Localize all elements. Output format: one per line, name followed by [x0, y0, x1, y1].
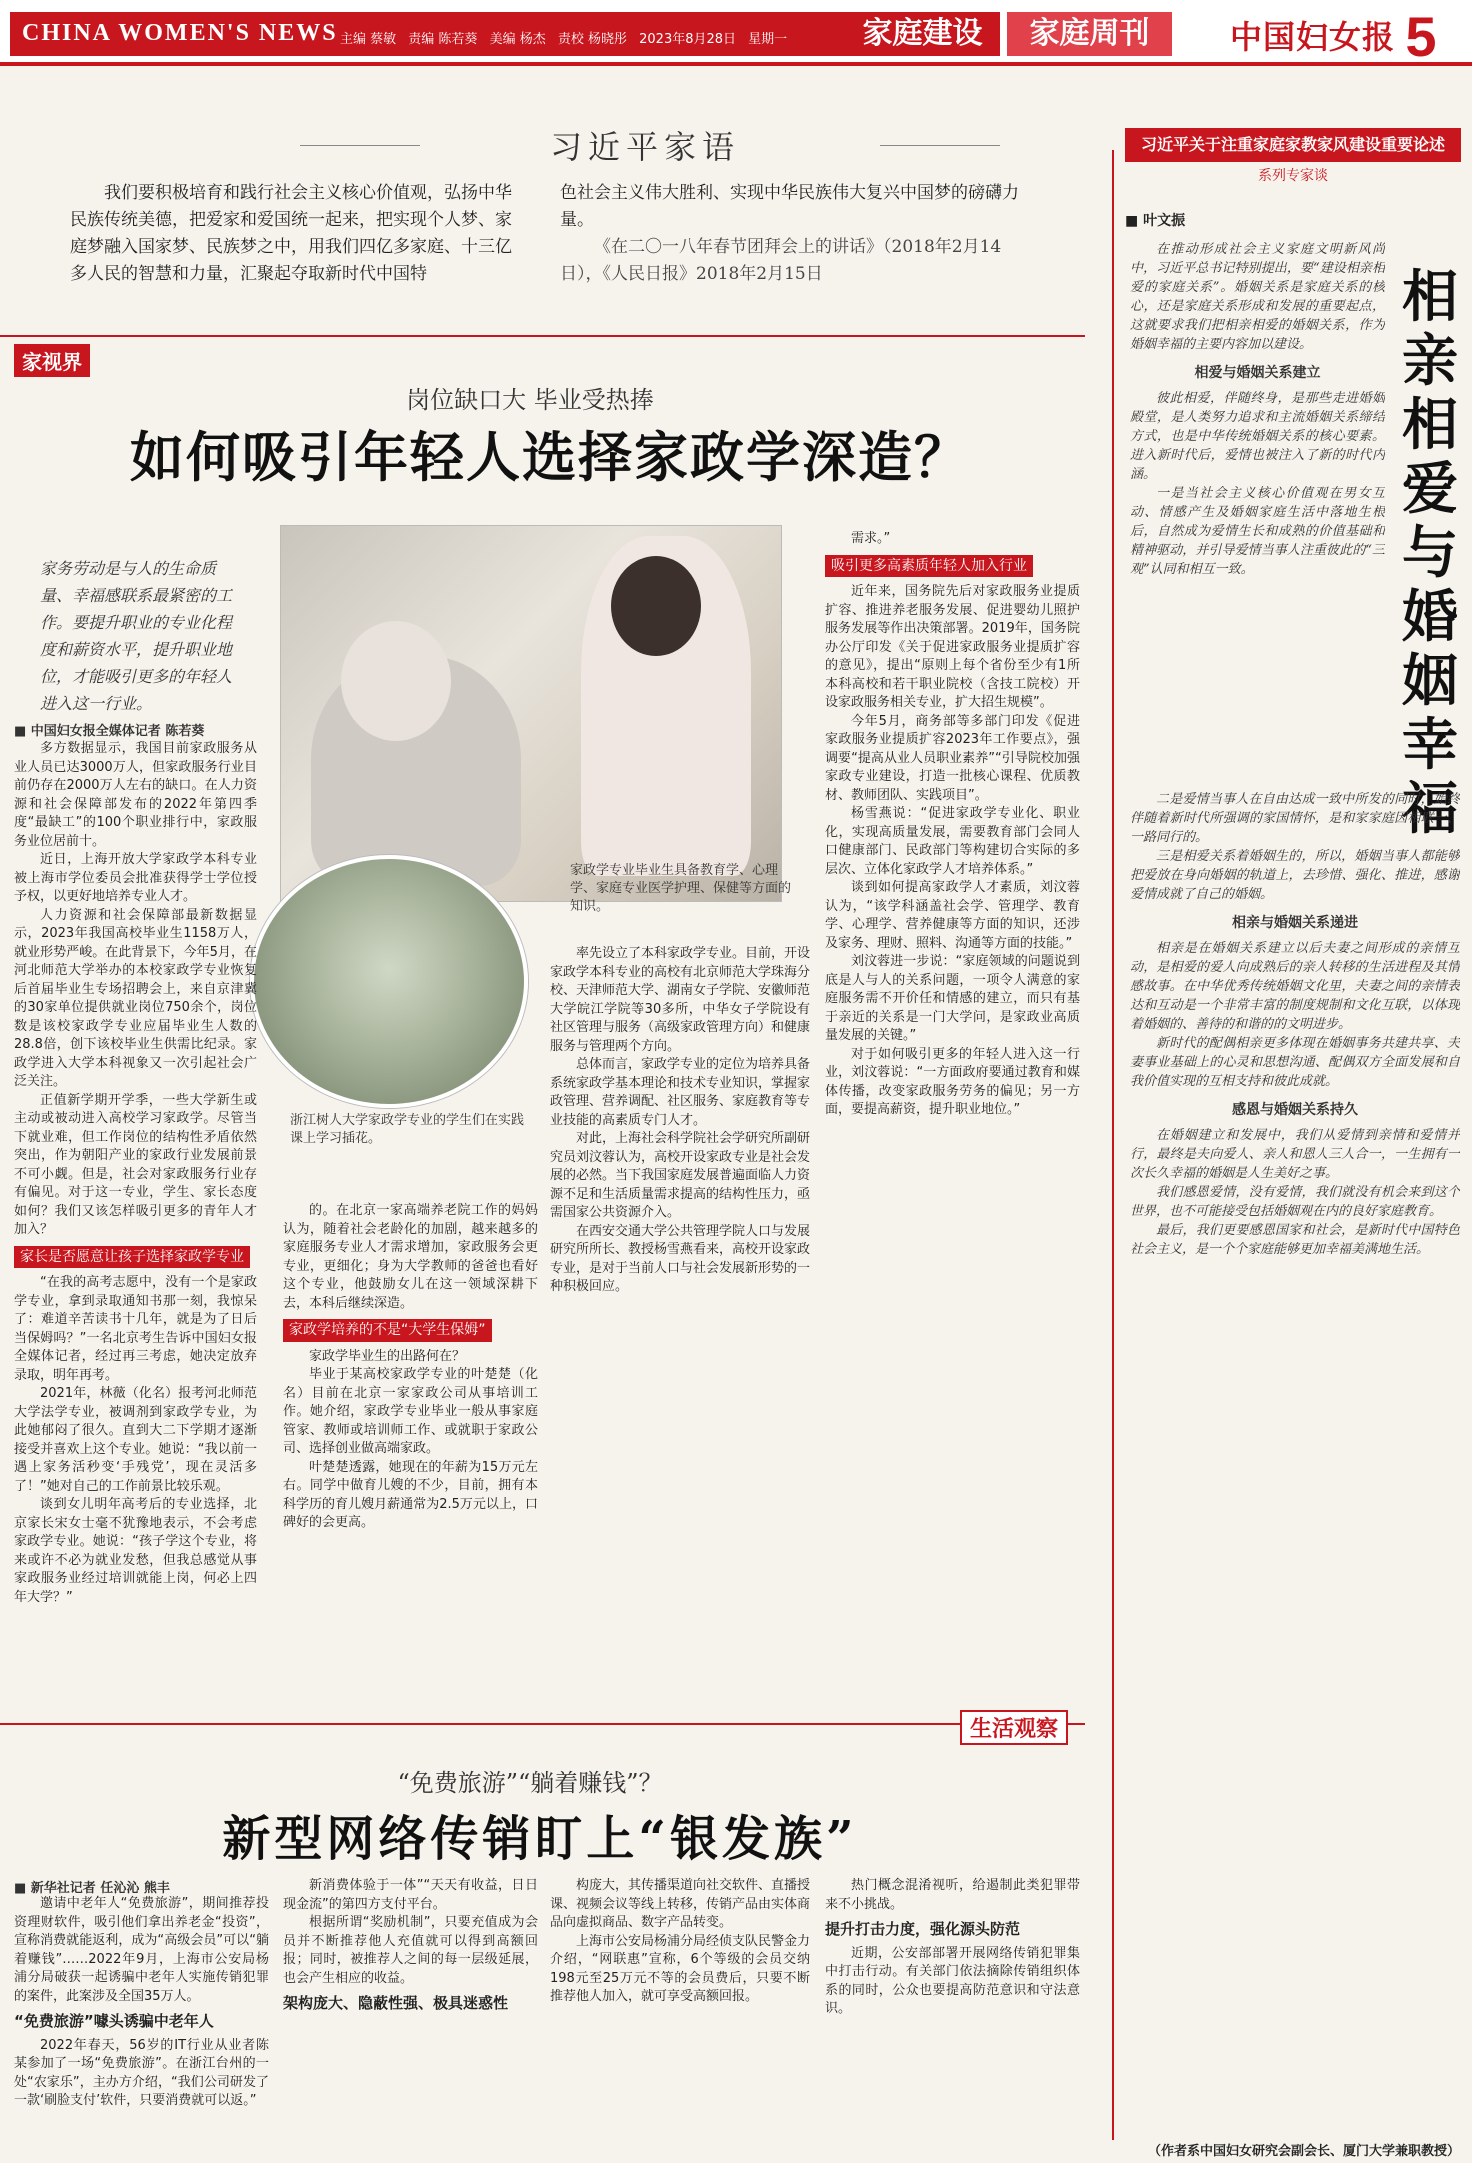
paragraph: 的。在北京一家高端养老院工作的妈妈认为，随着社会老龄化的加剧，越来越多的家庭服务专业人才需求增加，家政服务会更专业，更细化；身为大学教师的爸爸也看好这个专业，他鼓励女儿在这一领域深耕下去，本科后继续深造。 [283, 1203, 538, 1311]
photo-figure-caregiver-head [611, 556, 701, 656]
quote-text-right-wrap [560, 180, 1020, 288]
sidebar-subhead-kinship: 相亲与婚姻关系递进 [1232, 915, 1358, 931]
paragraph: 谈到女儿明年高考后的专业选择，北京家长宋女士毫不犹豫地表示，不会考虑家政学专业。她说：“孩子学这个专业，将来或许不必为就业发愁，但我总感觉从事家政服务业经过培训就能上岗，何必上四年大学？” [14, 1497, 257, 1605]
sidebar-rule [1112, 150, 1114, 2140]
article-2-column-4 [825, 1877, 1080, 2157]
subhead-not-nannies: 家政学培养的不是“大学生保姆” [283, 1319, 492, 1342]
article-column-3 [550, 945, 810, 1765]
paragraph: 在婚姻建立和发展中，我们从爱情到亲情和爱情并行，最终是夫向爱人、亲人和恩人三人合一，一生拥有一次长久幸福的婚姻是人生美好之事。 [1130, 1128, 1460, 1181]
subhead-parents-attitude: 家长是否愿意让孩子选择家政学专业 [14, 1246, 250, 1269]
article-2-headline: 新型网络传销盯上“银发族” [222, 1811, 858, 1867]
paragraph: 对于如何吸引更多的年轻人进入这一行业，刘汶蓉说：“一方面政府要通过教育和媒体传播，改变家政服务劳务的偏见；另一方面，要提高薪资，提升职业地位。” [825, 1046, 1080, 1117]
article-2-column-2 [283, 1877, 538, 2157]
article-byline: ■ 中国妇女报全媒体记者 陈若葵 [14, 724, 205, 739]
paragraph: 新时代的配偶相亲更多体现在婚姻事务共建共享、夫妻事业基础上的心灵和思想沟通、配偶双方全面发展和自我价值实现的互相支持和彼此成就。 [1130, 1036, 1460, 1089]
paragraph: 今年5月，商务部等多部门印发《促进家政服务业提质扩容2023年工作要点》，强调要“提高从业人员职业素养”“引导院校加强家政专业建设，打造一批核心课程、优质教材、教师团队、实践项目”。 [825, 713, 1080, 803]
paragraph: 率先设立了本科家政学专业。目前，开设家政学本科专业的高校有北京师范大学珠海分校、天津师范大学、湖南女子学院、安徽师范大学皖江学院等30多所，中华女子学院设有社区管理与服务（高级家政管理方向）和健康服务与管理两个方向。 [550, 946, 810, 1054]
paragraph: 彼此相爱，伴随终身，是那些走进婚姻殿堂，是人类努力追求和主流婚姻关系缔结方式，也是中华传统婚姻关系的核心要素。进入新时代后，爱情也被注入了新的时代内涵。 [1130, 391, 1385, 482]
paragraph: 我们感恩爱情，没有爱情，我们就没有机会来到这个世界，也不可能接受包括婚姻观在内的良好家庭教育。 [1130, 1185, 1460, 1219]
paragraph: 2022年春天，56岁的IT行业从业者陈某参加了一场“免费旅游”。在浙江台州的一处“农家乐”，主办方介绍，“我们公司研发了一款‘刷脸支付’软件，只要消费就可以返。” [14, 2037, 269, 2108]
paragraph: 近年来，国务院先后对家政服务业提质扩容、推进养老服务发展、促进婴幼儿照护服务发展等作出决策部署。2019年，国务院办公厅印发《关于促进家政服务业提质扩容的意见》，提出“原则上每个省份至少有1所本科高校和若干职业院校（含技工院校）开设家政服务相关专业，扩大招生规模”。 [825, 584, 1080, 710]
paragraph: 近期，公安部部署开展网络传销犯罪集中打击行动。有关部门依法摘除传销组织体系的同时，公众也要提高防范意识和守法意识。 [825, 1945, 1080, 2016]
article-2-kicker: “免费旅游”“躺着赚钱”？ [397, 1769, 663, 1797]
credit-editor: 主编 蔡敏 [340, 32, 397, 47]
sidebar-banner: 习近平关于注重家庭家教家风建设重要论述 [1125, 128, 1461, 162]
photo-caption-small: 浙江树人大学家政学专业的学生们在实践课上学习插花。 [290, 1113, 525, 1146]
paragraph: 总体而言，家政学专业的定位为培养具备系统家政学基本理论和技术专业知识，掌握家政管理、营养调配、社区服务、家庭教育等专业技能的高素质专门人才。 [550, 1057, 810, 1128]
photo-figure-elder-head [341, 621, 451, 741]
column-label-family-view: 家视界 [14, 344, 90, 377]
sidebar-subhead-gratitude: 感恩与婚姻关系持久 [1232, 1102, 1358, 1118]
newspaper-logo: 中国妇女报 [1230, 18, 1396, 56]
paragraph: 上海市公安局杨浦分局经侦支队民警金力介绍，“网联惠”宣称，6个等级的会员交纳198元至25万元不等的会员费后，只要不断推荐他人加入，就可享受高额回报。 [550, 1933, 810, 2004]
paragraph: 新消费体验于一体”“天天有收益，日日现金流”的第四方支付平台。 [283, 1878, 538, 1912]
paragraph: 二是爱情当事人在自由达成一致中所发的同时，始终伴随着新时代所强调的家国情怀，是和家家庭因相联一、一路同行的。 [1130, 792, 1460, 845]
paragraph: 谈到如何提高家政学人才素质，刘汶蓉认为，“该学科涵盖社会学、管理学、教育学、心理学、营养健康等方面的知识，还涉及家务、理财、照料、沟通等方面的技能。” [825, 880, 1080, 951]
paragraph: 相亲是在婚姻关系建立以后夫妻之间形成的亲情互动，是相爱的爱人向成熟后的亲人转移的生活进程及其情感故事。在中华优秀传统婚姻文化里，夫妻之间的亲情表达和互动是一个非常丰富的制度规制和文化互联，以体现着婚姻的、善待的和谐的的文明进步。 [1130, 941, 1460, 1032]
quote-text-left: 我们要积极培育和践行社会主义核心价值观，弘扬中华民族传统美德，把爱家和爱国统一起来，把实现个人梦、家庭梦融入国家梦、民族梦之中，用我们四亿多家庭、十三亿多人民的智慧和力量，汇聚起夺取新时代中国特 [70, 183, 512, 284]
sidebar-column-1 [1130, 240, 1385, 790]
column-label-life-observation: 生活观察 [960, 1710, 1068, 1745]
paragraph: 正值新学期开学季，一些大学新生或主动或被动进入高校学习家政学。尽管当下就业难，但工作岗位的结构性矛盾依然突出，作为朝阳产业的家政行业发展前景不可小觑。但是，社会对家政服务行业存有偏见。对于这一专业，学生、家长态度如何？我们又该怎样吸引更多的青年人才加入？ [14, 1092, 257, 1237]
subhead-crackdown: 提升打击力度，强化源头防范 [825, 1920, 1021, 1938]
article-2-byline: ■ 新华社记者 任沁沁 熊丰 [14, 1881, 170, 1896]
issue-weekday: 星期一 [748, 32, 788, 47]
paragraph: 热门概念混淆视听，给遏制此类犯罪带来不小挑战。 [825, 1878, 1080, 1912]
quote-text-right: 色社会主义伟大胜利、实现中华民族伟大复兴中国梦的磅礴力量。 [560, 183, 1019, 230]
paragraph: 邀请中老年人“免费旅游”，期间推荐投资理财软件，吸引他们拿出养老金“投资”，宣称消费就能返利，成为“高级会员”可以“躺着赚钱”……2022年9月，上海市公安局杨浦分局破获一起诱骗中老年人实施传销犯罪的案件，此案涉及全国35万人。 [14, 1896, 269, 2004]
sidebar-author: ■ 叶文振 [1125, 213, 1186, 229]
paragraph: 多方数据显示，我国目前家政服务从业人员已达3000万人，但家政服务行业目前仍存在2000万人左右的缺口。在人力资源和社会保障部发布的2022年第四季度“最缺工”的100个职业排行中，家政服务业位居前十。 [14, 741, 257, 849]
quote-source: 《在二〇一八年春节团拜会上的讲话》（2018年2月14日），《人民日报》2018年2月15日 [560, 237, 1002, 284]
paragraph: 在推动形成社会主义家庭文明新风尚中，习近平总书记特别提出，要“建设相亲相爱的家庭关系”。婚姻关系是家庭关系的核心，还是家庭关系形成和发展的重要起点，这就要求我们把相亲相爱的婚姻关系，作为婚姻幸福的主要内容加以建设。 [1130, 242, 1385, 352]
article-lead: 家务劳动是与人的生命质量、幸福感联系最紧密的工作。要提升职业的专业化程度和薪资水平，提升职业地位，才能吸引更多的年轻人进入这一行业。 [40, 559, 233, 713]
paragraph: 人力资源和社会保障部最新数据显示，2023年我国高校毕业生1158万人，就业形势严峻。在此背景下，今年5月，在河北师范大学举办的本校家政学专业恢复后首届毕业生专场招聘会上，来自京津冀的30家单位提供就业岗位750余个，岗位数是该校家政学专业应届毕业生人数的28.8倍，创下该校毕业生供需比纪录。家政学进入大学本科视象又一次引起社会广泛关注。 [14, 907, 257, 1089]
paragraph: 需求。” [851, 531, 891, 546]
credit-proofreader: 责校 杨晓彤 [557, 32, 627, 47]
article-2-column-3 [550, 1877, 810, 2157]
sidebar-column-2 [1130, 790, 1460, 2130]
page-number: 5 [1405, 5, 1437, 68]
quote-block [70, 180, 1020, 300]
paragraph: 在西安交通大学公共管理学院人口与发展研究所所长、教授杨雪燕看来，高校开设家政专业，是对于当前人口与社会发展新形势的一种积极回应。 [550, 1223, 810, 1294]
article-headline: 如何吸引年轻人选择家政学深造？ [130, 425, 970, 489]
quote-rule-right [880, 145, 1000, 146]
article-kicker: 岗位缺口大 毕业受热捧 [406, 386, 654, 414]
sidebar-series-label: 系列专家谈 [1258, 168, 1328, 184]
article-column-4 [825, 530, 1080, 1765]
subhead-free-travel-lure: “免费旅游”噱头诱骗中老年人 [14, 2012, 214, 2030]
article-column-1 [14, 740, 257, 1780]
section-divider-lower [0, 1723, 1085, 1725]
paragraph: 构庞大，其传播渠道向社交软件、直播授课、视频会议等线上转移，传销产品由实体商品向虚拟商品、数字产品转变。 [550, 1878, 810, 1930]
header-credits [340, 28, 795, 47]
paragraph: 最后，我们更要感恩国家和社会，是新时代中国特色社会主义，是一个个家庭能够更加幸福美满地生活。 [1130, 1223, 1460, 1257]
paragraph: “在我的高考志愿中，没有一个是家政学专业，拿到录取通知书那一刻，我惊呆了：难道辛苦读书十几年，就是为了日后当保姆吗？”一名北京考生告诉中国妇女报全媒体记者，经过再三考虑，她决定放弃录取，明年再考。 [14, 1275, 257, 1383]
section-banner-family-weekly: 家庭周刊 [1004, 12, 1172, 56]
sidebar-vertical-title: 相亲相爱与婚姻幸福 [1402, 264, 1458, 842]
paragraph: 对此，上海社会科学院社会学研究所副研究员刘汶蓉认为，高校开设家政专业是社会发展的必然。当下我国家庭发展普遍面临人力资源不足和生活质量需求提高的结构性压力，亟需国家公共资源介入。 [550, 1131, 810, 1220]
paragraph: 家政学毕业生的出路何在？ [309, 1348, 466, 1364]
paragraph: 近日，上海开放大学家政学本科专业被上海市学位委员会批准获得学士学位授予权，以更好地培养专业人才。 [14, 852, 257, 904]
paragraph: 刘汶蓉进一步说：“家庭领域的问题说到底是人与人的关系问题，一项令人满意的家庭服务需不开价任和情感的建立，而只有基于亲近的关系是一门大学问，是家政业高质量发展的关键。” [825, 954, 1080, 1043]
photo-caregiver-feeding-elder [280, 525, 782, 902]
subhead-large-hidden-structure: 架构庞大、隐蔽性强、极具迷惑性 [283, 1994, 509, 2012]
photo-students-flower-arranging [250, 855, 528, 1108]
paragraph: 2021年，林薇（化名）报考河北师范大学法学专业，被调剂到家政学专业，为此她郁闷了很久。直到大二下学期才逐渐接受并喜欢上这个专业。她说：“我以前一遇上家务活秒变‘手残党’，现在灵活多了！”她对自己的工作前景比较乐观。 [14, 1386, 257, 1494]
sidebar-subhead-love-marriage: 相爱与婚姻关系建立 [1194, 365, 1321, 381]
paragraph: 一是当社会主义核心价值观在男女互动、情感产生及婚姻家庭生活中落地生根后，自然成为爱情生长和成熟的价值基础和精神驱动，并引导爱情当事人注重彼此的“三观”认同和相互一致。 [1130, 486, 1385, 577]
subhead-attract-talent: 吸引更多高素质年轻人加入行业 [825, 555, 1033, 578]
credit-duty-editor: 责编 陈若葵 [408, 32, 478, 47]
paragraph: 根据所谓“奖励机制”，只要充值成为会员并不断推荐他人充值就可以得到高额回报；同时，被推荐人之间的每一层级延展，也会产生相应的收益。 [283, 1915, 538, 1986]
paragraph: 叶楚楚透露，她现在的年薪为15万元左右。同学中做育儿嫂的不少，目前，拥有本科学历的育儿嫂月薪通常为2.5万元以上，口碑好的会更高。 [283, 1459, 538, 1530]
photo-caption-main: 家政学专业毕业生具备教育学、心理学、家庭专业医学护理、保健等方面的知识。 [570, 863, 792, 914]
article-2-column-1 [14, 1895, 269, 2155]
paragraph: 毕业于某高校家政学专业的叶楚楚（化名）目前在北京一家家政公司从事培训工作。她介绍，家政学专业毕业一般从事家庭管家、教师或培训师工作、或就职于家政公司、选择创业做高端家政。 [283, 1367, 538, 1456]
paragraph: 杨雪燕说：“促进家政学专业化、职业化，实现高质量发展，需要教育部门会同人口健康部门、民政部门等构建切合实际的多层次、立体化家政学人才培养体系。” [825, 806, 1080, 877]
issue-date: 2023年8月28日 [639, 32, 737, 47]
section-divider [0, 335, 1085, 337]
section-banner-family-building: 家庭建设 [845, 12, 1000, 56]
credit-art-editor: 美编 杨杰 [489, 32, 546, 47]
article-column-2 [283, 1202, 538, 1762]
paragraph: 三是相爱关系着婚姻生的，所以，婚姻当事人都能够把爱放在身向婚姻的轨道上，去珍惜、强化、推进，感谢爱情成就了自己的婚姻。 [1130, 849, 1460, 902]
paper-name: CHINA WOMEN'S NEWS [22, 20, 338, 46]
quote-title: 习近平家语 [549, 128, 740, 166]
sidebar-author-note: （作者系中国妇女研究会副会长、厦门大学兼职教授） [1147, 2144, 1460, 2159]
